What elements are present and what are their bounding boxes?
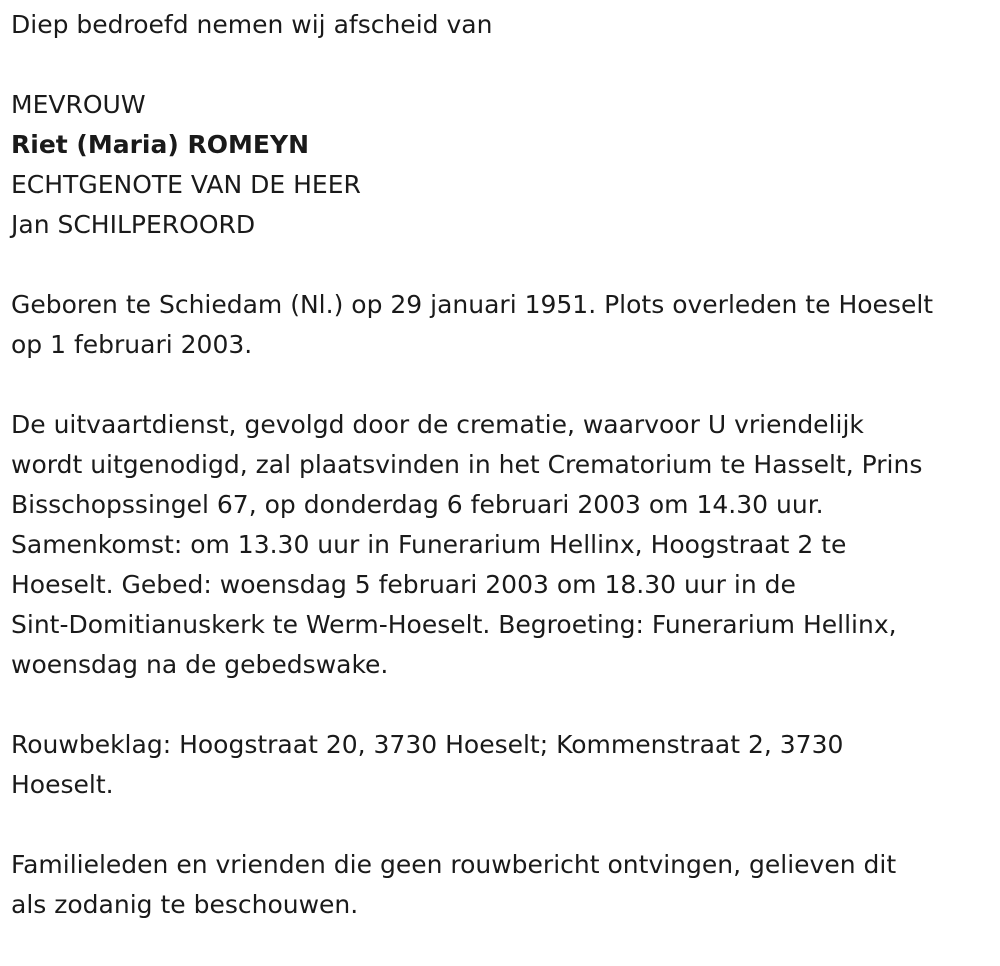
spacer (11, 805, 989, 845)
condolences-paragraph (11, 725, 986, 805)
deceased-name: Riet (Maria) ROMEYN (11, 130, 309, 159)
paragraph-line: Rouwbeklag: Hoogstraat 20, 3730 Hoeselt; Kommenstraat 2, 3730 (11, 730, 844, 759)
paragraph-line: woensdag na de gebedswake. (11, 650, 389, 679)
paragraph-line: wordt uitgenodigd, zal plaatsvinden in het Crematorium te Hasselt, Prins (11, 450, 923, 479)
paragraph-line: als zodanig te beschouwen. (11, 890, 359, 919)
paragraph-line: Hoeselt. (11, 770, 114, 799)
paragraph-line: Hoeselt. Gebed: woensdag 5 februari 2003 om 18.30 uur in de (11, 570, 796, 599)
service-paragraph (11, 405, 986, 685)
spacer (11, 365, 989, 405)
paragraph-line: Samenkomst: om 13.30 uur in Funerarium Hellinx, Hoogstraat 2 te (11, 530, 847, 559)
paragraph-line: Sint-Domitianuskerk te Werm-Hoeselt. Begroeting: Funerarium Hellinx, (11, 610, 897, 639)
birth-death-paragraph (11, 285, 986, 365)
paragraph-line: Bisschopssingel 67, op donderdag 6 februari 2003 om 14.30 uur. (11, 490, 824, 519)
spacer (11, 45, 989, 85)
paragraph-line: op 1 februari 2003. (11, 330, 253, 359)
paragraph-line: Familieleden en vrienden die geen rouwbericht ontvingen, gelieven dit (11, 850, 897, 879)
paragraph-line: Geboren te Schiedam (Nl.) op 29 januari 1951. Plots overleden te Hoeselt (11, 290, 934, 319)
closing-paragraph (11, 845, 986, 925)
spacer (11, 685, 989, 725)
spouse-name: Jan SCHILPEROORD (11, 210, 256, 239)
spouse-prefix: ECHTGENOTE VAN DE HEER (11, 170, 361, 199)
spacer (11, 245, 989, 285)
title-prefix: MEVROUW (11, 90, 146, 119)
intro-text: Diep bedroefd nemen wij afscheid van (11, 10, 493, 39)
paragraph-line: De uitvaartdienst, gevolgd door de crematie, waarvoor U vriendelijk (11, 410, 864, 439)
